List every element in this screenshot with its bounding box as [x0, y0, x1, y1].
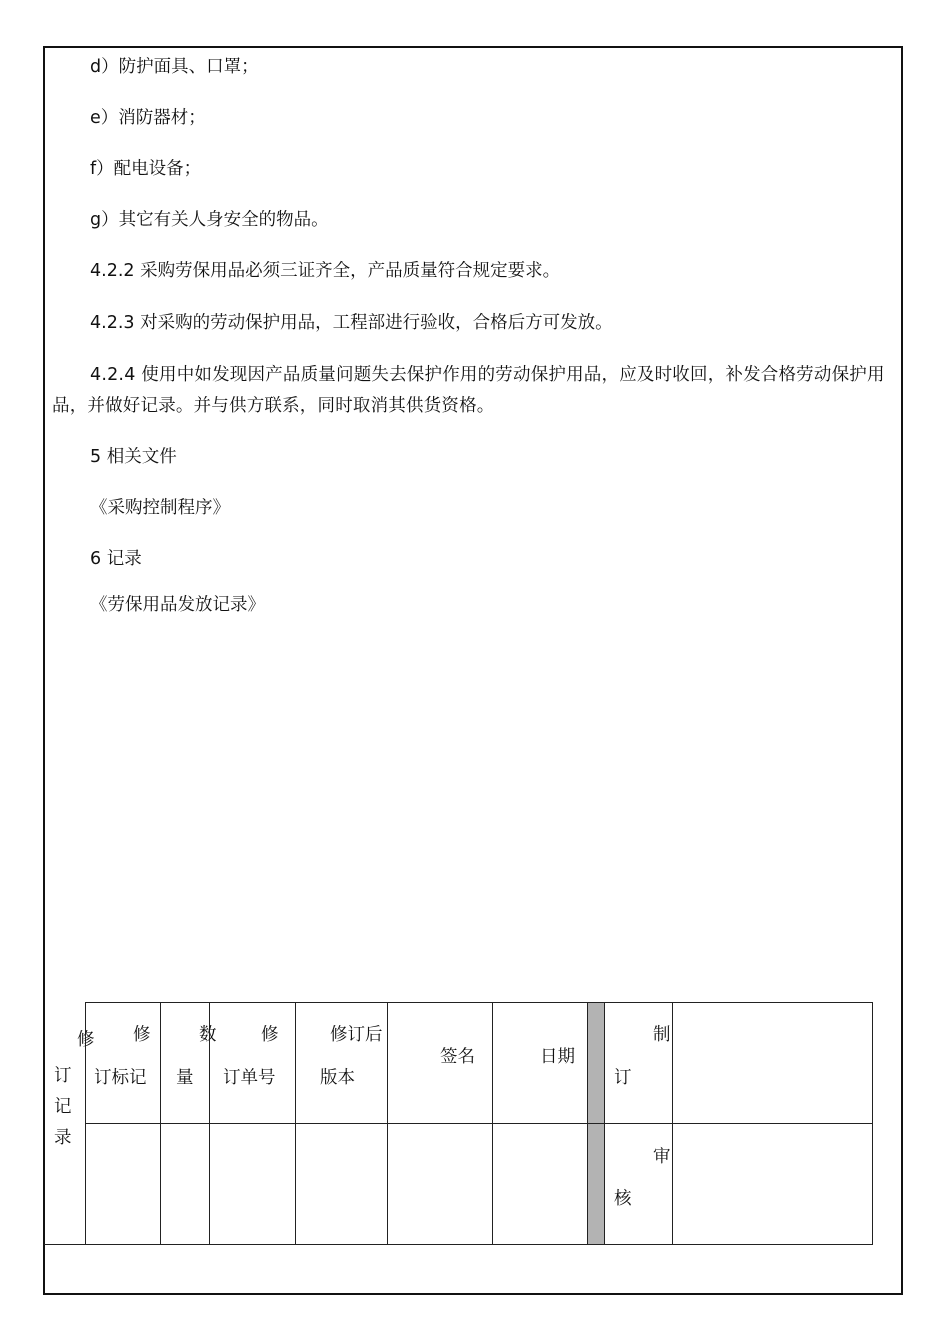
col-order-no-line1: 修	[261, 1025, 279, 1045]
table-line	[387, 1002, 388, 1245]
col-version-line1: 修订后	[330, 1025, 383, 1045]
section-5-heading: 5 相关文件	[90, 447, 177, 467]
clause-4-2-2: 4.2.2 采购劳保用品必须三证齐全，产品质量符合规定要求。	[90, 261, 561, 281]
clause-4-2-4: 4.2.4 使用中如发现因产品质量问题失去保护作用的劳动保护用品，应及时收回，补发合格劳动保护用品，并做好记录。并与供方联系，同时取消其供货资格。	[52, 365, 885, 416]
col-quantity-line1: 数	[199, 1025, 217, 1045]
table-line	[492, 1002, 493, 1245]
list-item-d: d）防护面具、口罩；	[90, 57, 259, 77]
table-line	[44, 1244, 873, 1245]
reviewed-label-line1: 审	[653, 1147, 671, 1167]
table-line	[85, 1002, 873, 1003]
list-item-g: g）其它有关人身安全的物品。	[90, 210, 329, 230]
list-item-f: f）配电设备；	[90, 159, 202, 179]
col-revision-mark-line2: 订标记	[94, 1068, 147, 1088]
table-line	[295, 1002, 296, 1245]
col-date: 日期	[540, 1047, 575, 1067]
section-6-heading: 6 记录	[90, 549, 142, 569]
clause-4-2-3: 4.2.3 对采购的劳动保护用品，工程部进行验收，合格后方可发放。	[90, 313, 613, 333]
table-line	[672, 1002, 673, 1245]
prepared-label-line1: 制	[653, 1025, 671, 1045]
section-label-char-4: 录	[54, 1128, 72, 1148]
section-label-char-2: 订	[54, 1066, 72, 1086]
col-version-line2: 版本	[320, 1068, 355, 1088]
table-line	[85, 1123, 873, 1124]
section-label-char-3: 记	[54, 1097, 72, 1117]
revision-record-table	[44, 1002, 873, 1245]
reviewed-label-line2: 核	[614, 1189, 632, 1209]
table-line	[160, 1002, 161, 1245]
section-label-char-1: 修	[77, 1030, 95, 1050]
prepared-label-line2: 订	[614, 1068, 632, 1088]
record-ppe-issue: 《劳保用品发放记录》	[90, 595, 265, 615]
col-order-no-line2: 订单号	[223, 1068, 276, 1088]
table-line	[872, 1002, 873, 1245]
col-revision-mark-line1: 修	[133, 1025, 151, 1045]
col-quantity-line2: 量	[176, 1068, 194, 1088]
table-line	[587, 1002, 588, 1245]
list-item-e: e）消防器材；	[90, 108, 206, 128]
related-doc-procurement: 《采购控制程序》	[90, 498, 230, 518]
col-signature: 签名	[440, 1047, 475, 1067]
table-line	[604, 1002, 605, 1245]
